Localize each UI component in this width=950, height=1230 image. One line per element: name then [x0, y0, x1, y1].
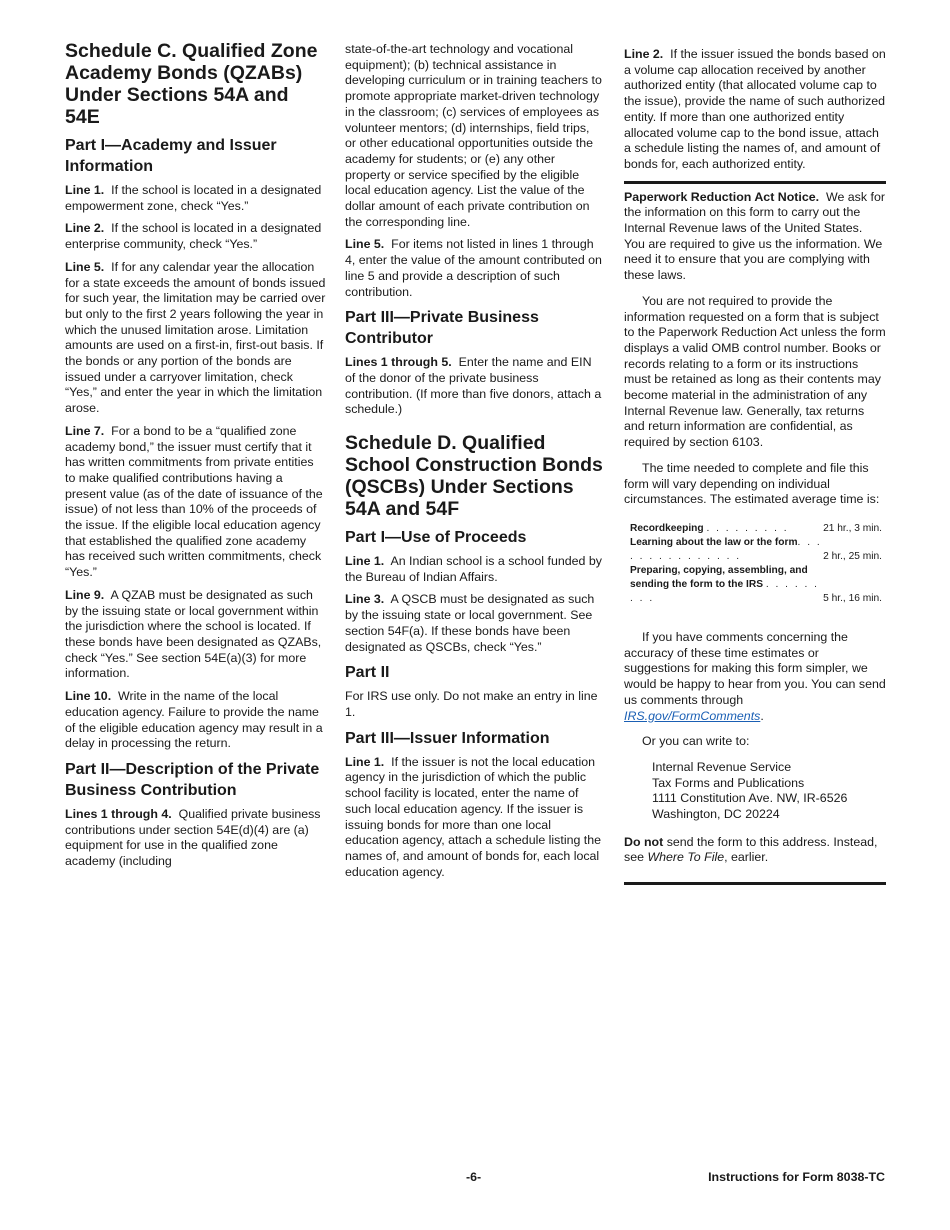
para-line5: Line 5. If for any calendar year the allocation for a state exceeds the amount of bonds issued for such year, the limitation may be carried over but only to the first 2 years following the year in which the unused limitation arose. Limitation amounts are used on a first-in, first-out basis. If the bonds or any portion of the bonds are issued under a carryover limitation, check “Yes,” and enter the year in which the limitation arose. [65, 259, 326, 416]
d-part1-heading: Part I—Use of Proceeds [345, 529, 527, 547]
d-part2-text: For IRS use only. Do not make an entry in line 1. [345, 689, 598, 719]
omb-paragraph: You are not required to provide the information requested on a form that is subject to the Paperwork Reduction Act unless the form displays a valid OMB control number. Books or records relating to a form or its instructions must be retained as long as their contents may become material in the administration of any Internal Revenue law. Generally, tax returns and return information are confidential, as required by section 6103. [624, 293, 886, 450]
para-line1: Line 1. An Indian school is a school funded by the Bureau of Indian Affairs. [345, 554, 602, 584]
para-lead: Line 2. [65, 221, 105, 236]
para-line5: Line 5. For items not listed in lines 1 through 4, enter the value of the amount contributed on line 5 and provide a description of such contribution. [345, 237, 602, 299]
time-paragraph: The time needed to complete and file this form will vary depending on individual circumstances. The estimated average time is: [624, 460, 880, 507]
para-lead: Line 5. [345, 237, 385, 252]
para-line1-issuer: Line 1. If the issuer is not the local education agency in the jurisdiction of which the public school facility is located, enter the name of such local education agency. If the issuer is issuing bonds for more than one local education agency, attach a schedule listing the names of, and amount of bonds for, each local education agency. [345, 754, 602, 879]
para-lead: Paperwork Reduction Act Notice. [624, 189, 820, 204]
para-lines1-5: Lines 1 through 5. Enter the name and EIN of the donor of the private business contribution. (If more than five donors, attach a schedule.) [345, 355, 602, 417]
column-3 [624, 47, 886, 885]
para-lead: Line 3. [345, 592, 385, 607]
form-name: Instructions for Form 8038-TC [708, 1170, 885, 1184]
para-lead: Line 9. [65, 587, 105, 602]
para-lead: Lines 1 through 5. [345, 355, 452, 370]
time-estimate-table [630, 522, 882, 606]
divider [624, 181, 886, 184]
column-1 [65, 40, 327, 877]
address-line: Washington, DC 20224 [652, 807, 780, 822]
write-to: Or you can write to: [642, 734, 750, 749]
para-line3: Line 3. A QSCB must be designated as such by the issuing state or local government. See section 54F(a). If these bonds have been designated as QSCBs, check “Yes.” [345, 592, 595, 654]
para-lead: Line 1. [65, 183, 105, 197]
para-lead: Lines 1 through 4. [65, 806, 172, 821]
part1-heading: Part I—Academy and Issuer Information [65, 137, 277, 175]
address-line: Internal Revenue Service [652, 759, 792, 774]
para-lead: Line 1. [345, 754, 385, 769]
para-line2: Line 2. If the school is located in a designated enterprise community, check “Yes.” [65, 221, 322, 252]
para-lead: Line 7. [65, 423, 105, 438]
part3-heading: Part III—Private Business Contributor [345, 309, 539, 348]
column-2 [345, 42, 603, 887]
para-lead: Line 5. [65, 259, 105, 274]
para-line9: Line 9. A QZAB must be designated as such by the issuing state or local government within the jurisdiction where the school is located. If these bonds have been designated as QZABs, check “Yes.” See section 54E(a)(3) for more information. [65, 587, 322, 681]
para-lead: Line 1. [345, 554, 385, 569]
mailing-address [652, 760, 886, 823]
table-row: Preparing, copying, assembling, and sending the form to the IRS . . . . . . . . . 5 hr., 16 min. [630, 564, 882, 604]
para-line10: Line 10. Write in the name of the local education agency. Failure to provide the name of the eligible education agency may result in a delay in processing the return. [65, 689, 323, 751]
address-line: Tax Forms and Publications [652, 775, 805, 790]
continued-paragraph: state-of-the-art technology and vocational equipment); (b) technical assistance in developing curriculum or in training teachers to promote appropriate market-driven technology in the classroom; (c) services of employees as volunteer mentors; (d) internships, field trips, or other educational opportunities outside the academy for students; or (e) any other property or service specified by the eligible local education agency. List the value of the dollar amount of each private contribution on the corresponding line. [345, 42, 602, 229]
para-line2: Line 2. If the issuer issued the bonds based on a volume cap allocation received by another authorized entity (that allocated volume cap to the issue), provide the name of such authorized entity. If more than one authorized entity allocated volume cap to the bond issue, attach a schedule listing the names of, and amount of bonds for, each authorized entity. [624, 47, 886, 171]
table-row: Learning about the law or the form. . . . . . . . . . . . . . . 2 hr., 25 min. [630, 536, 882, 562]
para-lines1-4: Lines 1 through 4. Qualified private business contributions under section 54E(d)(4) are (a) equipment for use in the qualified zone academy (including [65, 806, 321, 869]
para-lead: Line 10. [65, 689, 112, 704]
table-row: Recordkeeping . . . . . . . . . 21 hr., 3 min. [630, 522, 882, 534]
paperwork-notice: Paperwork Reduction Act Notice. We ask for the information on this form to carry out the Internal Revenue laws of the United States. You are required to give us the information. We need it to ensure that you are complying with these laws. [624, 189, 885, 283]
d-part2-heading: Part II [345, 664, 390, 682]
para-lead: Line 2. [624, 47, 664, 61]
page-number: -6- [466, 1170, 482, 1184]
form-comments-link[interactable]: IRS.gov/FormComments [624, 708, 761, 723]
address-line: 1111 Constitution Ave. NW, IR-6526 [652, 791, 848, 806]
d-part3-heading: Part III—Issuer Information [345, 729, 550, 747]
para-line1: Line 1. If the school is located in a designated empowerment zone, check “Yes.” [65, 183, 322, 213]
para-line7: Line 7. For a bond to be a “qualified zone academy bond,” the issuer must certify that it has written commitments from private entities to make qualified contributions having a present value (as of the date of issuance of the issue) of not less than 10% of the proceeds of the issue. If the eligible local education agency that established the qualified zone academy has received such written commitments, check “Yes.” [65, 423, 323, 580]
comments-paragraph: If you have comments concerning the accuracy of these time estimates or suggestions for making this form simpler, we would be happy to hear from you. You can send us comments through IRS.gov/FormComments. [624, 629, 886, 723]
schedule-c-title: Schedule C. Qualified Zone Academy Bonds (QZABs) Under Sections 54A and 54E [65, 40, 318, 128]
do-not-send: Do not send the form to this address. Instead, see Where To File, earlier. [624, 834, 878, 865]
schedule-d-title: Schedule D. Qualified School Construction Bonds (QSCBs) Under Sections 54A and 54F [345, 432, 603, 521]
part2-heading: Part II—Description of the Private Business Contribution [65, 760, 320, 799]
end-divider [624, 882, 886, 885]
